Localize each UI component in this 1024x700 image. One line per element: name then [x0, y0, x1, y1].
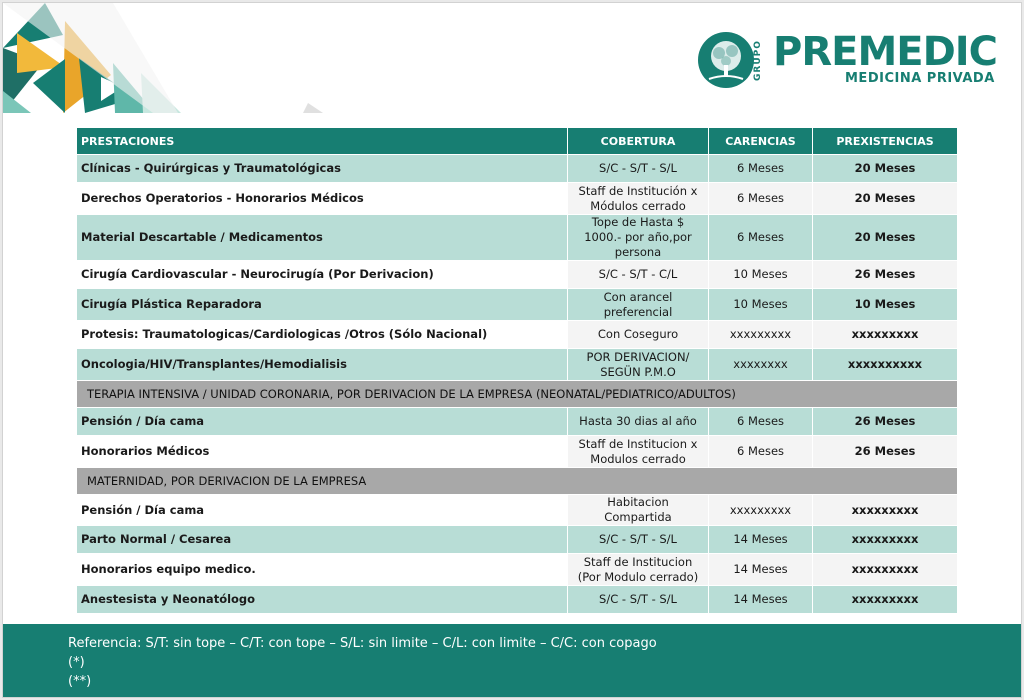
footnote-1: (*) — [68, 655, 85, 670]
prexistencias-cell: 26 Meses — [813, 261, 958, 289]
table-row — [77, 215, 958, 261]
table-row — [77, 554, 958, 586]
table-row — [77, 321, 958, 349]
table-header-row — [77, 128, 958, 155]
prexistencias-cell: 26 Meses — [813, 408, 958, 436]
prestacion-cell: Material Descartable / Medicamentos — [77, 215, 568, 261]
carencias-cell: 10 Meses — [709, 261, 813, 289]
prexistencias-cell: xxxxxxxxx — [813, 554, 958, 586]
prexistencias-cell: 20 Meses — [813, 155, 958, 183]
section-heading-terapia: TERAPIA INTENSIVA / UNIDAD CORONARIA, POR DERIVACION DE LA EMPRESA (NEONATAL/PEDIATRICO/ADULTOS) — [77, 381, 958, 408]
cobertura-cell: Con arancel preferencial — [568, 289, 709, 321]
carencias-cell: 14 Meses — [709, 586, 813, 614]
logo-tagline: MEDICINA PRIVADA — [845, 71, 995, 86]
table-row — [77, 408, 958, 436]
prexistencias-cell: 20 Meses — [813, 215, 958, 261]
table-row — [77, 495, 958, 526]
cobertura-cell: Staff de Institución x Módulos cerrado — [568, 183, 709, 215]
prexistencias-cell: xxxxxxxxx — [813, 586, 958, 614]
prexistencias-cell: xxxxxxxxxx — [813, 349, 958, 381]
logo-grupo-text: GRUPO — [753, 40, 763, 82]
header-prestaciones: PRESTACIONES — [77, 128, 568, 155]
prestacion-cell: Clínicas - Quirúrgicas y Traumatológicas — [77, 155, 568, 183]
prestacion-cell: Pensión / Día cama — [77, 408, 568, 436]
carencias-cell: 6 Meses — [709, 408, 813, 436]
premedic-logo — [697, 31, 997, 91]
logo-brand-name: PREMEDIC — [773, 29, 998, 75]
prexistencias-cell: 26 Meses — [813, 436, 958, 468]
carencias-cell: 6 Meses — [709, 215, 813, 261]
section-heading-row — [77, 468, 958, 495]
prexistencias-cell: 10 Meses — [813, 289, 958, 321]
table-row — [77, 349, 958, 381]
slide — [2, 2, 1022, 698]
reference-text: Referencia: S/T: sin tope – C/T: con tope – S/L: sin limite – C/L: con limite – C/C: con copago — [68, 636, 657, 651]
prexistencias-cell: xxxxxxxxx — [813, 321, 958, 349]
cobertura-cell: POR DERIVACION/ SEGÜN P.M.O — [568, 349, 709, 381]
carencias-cell: xxxxxxxxx — [709, 495, 813, 526]
prestacion-cell: Derechos Operatorios - Honorarios Médicos — [77, 183, 568, 215]
carencias-cell: xxxxxxxx — [709, 349, 813, 381]
prestacion-cell: Cirugía Cardiovascular - Neurocirugía (Por Derivacion) — [77, 261, 568, 289]
prestacion-cell: Anestesista y Neonatólogo — [77, 586, 568, 614]
prestacion-cell: Honorarios Médicos — [77, 436, 568, 468]
prexistencias-cell: 20 Meses — [813, 183, 958, 215]
prestacion-cell: Parto Normal / Cesarea — [77, 526, 568, 554]
prestacion-cell: Protesis: Traumatologicas/Cardiologicas /Otros (Sólo Nacional) — [77, 321, 568, 349]
table-row — [77, 526, 958, 554]
carencias-cell: 6 Meses — [709, 183, 813, 215]
cobertura-cell: Con Coseguro — [568, 321, 709, 349]
cobertura-cell: Staff de Institucion (Por Modulo cerrado) — [568, 554, 709, 586]
cobertura-cell: Tope de Hasta $ 1000.- por año,por persona — [568, 215, 709, 261]
header-cobertura: COBERTURA — [568, 128, 709, 155]
prexistencias-cell: xxxxxxxxx — [813, 526, 958, 554]
cobertura-cell: Hasta 30 dias al año — [568, 408, 709, 436]
carencias-cell: 14 Meses — [709, 554, 813, 586]
table-row — [77, 155, 958, 183]
cobertura-cell: Habitacion Compartida — [568, 495, 709, 526]
carencias-cell: 10 Meses — [709, 289, 813, 321]
prexistencias-cell: xxxxxxxxx — [813, 495, 958, 526]
header-carencias: CARENCIAS — [709, 128, 813, 155]
cobertura-cell: S/C - S/T - C/L — [568, 261, 709, 289]
prestacion-cell: Pensión / Día cama — [77, 495, 568, 526]
table-row — [77, 436, 958, 468]
benefits-table — [76, 127, 958, 614]
carencias-cell: 14 Meses — [709, 526, 813, 554]
tree-icon — [697, 31, 755, 89]
cobertura-cell: Staff de Institucion x Modulos cerrado — [568, 436, 709, 468]
footnote-2: (**) — [68, 674, 92, 689]
table-row — [77, 586, 958, 614]
table-row — [77, 289, 958, 321]
header-prexistencias: PREXISTENCIAS — [813, 128, 958, 155]
carencias-cell: 6 Meses — [709, 436, 813, 468]
cobertura-cell: S/C - S/T - S/L — [568, 586, 709, 614]
prestacion-cell: Oncologia/HIV/Transplantes/Hemodialisis — [77, 349, 568, 381]
table-row — [77, 183, 958, 215]
section-heading-maternidad: MATERNIDAD, POR DERIVACION DE LA EMPRESA — [77, 468, 958, 495]
carencias-cell: 6 Meses — [709, 155, 813, 183]
decorative-triangles — [3, 3, 323, 113]
section-heading-row — [77, 381, 958, 408]
cobertura-cell: S/C - S/T - S/L — [568, 526, 709, 554]
footer-band — [3, 624, 1021, 697]
prestacion-cell: Honorarios equipo medico. — [77, 554, 568, 586]
table-row — [77, 261, 958, 289]
cobertura-cell: S/C - S/T - S/L — [568, 155, 709, 183]
carencias-cell: xxxxxxxxx — [709, 321, 813, 349]
prestacion-cell: Cirugía Plástica Reparadora — [77, 289, 568, 321]
